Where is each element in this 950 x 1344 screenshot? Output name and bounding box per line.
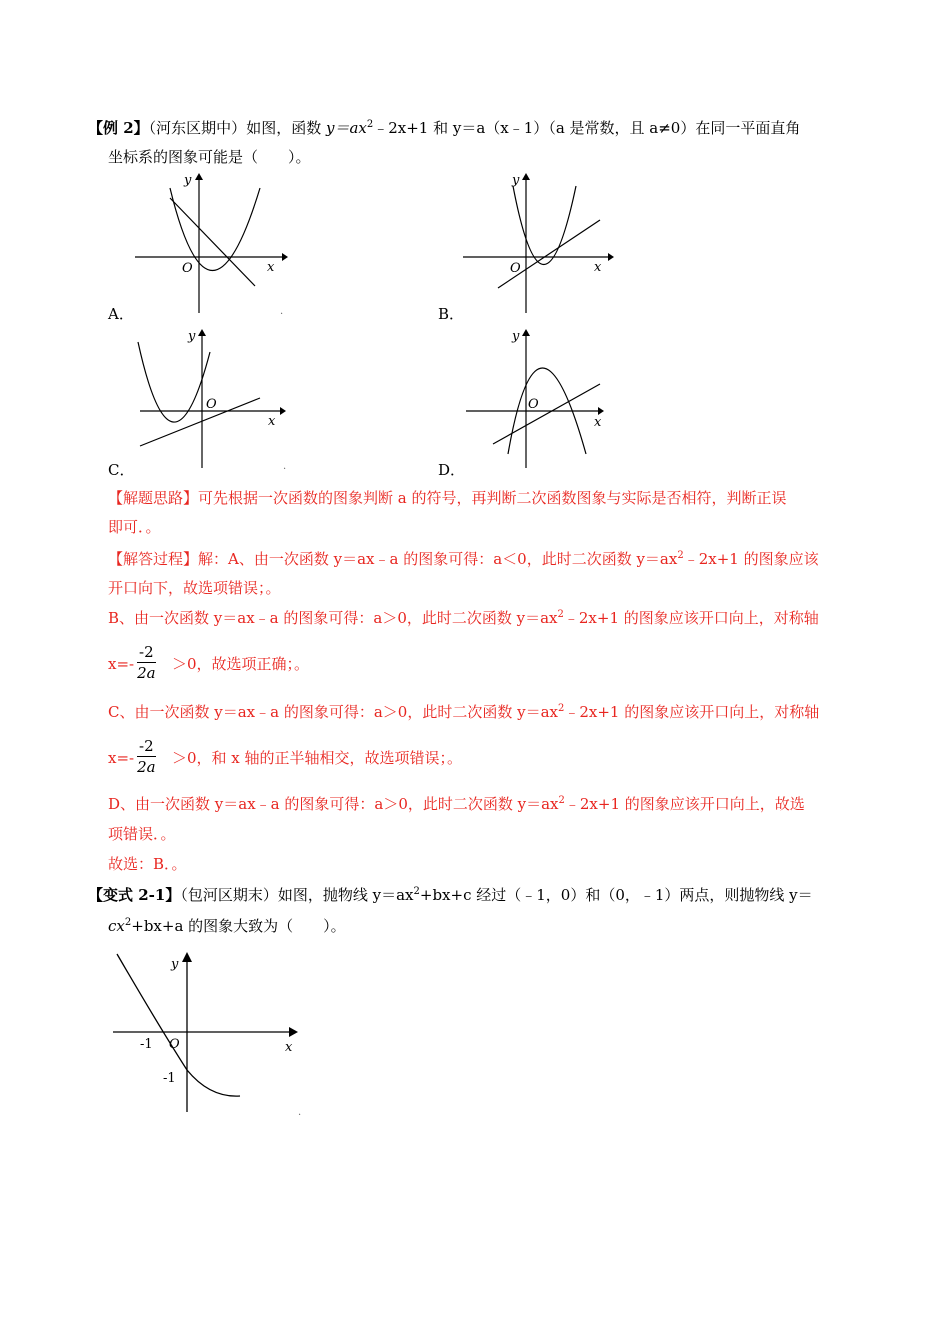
graph-c — [130, 322, 290, 472]
neg1-y-label: -1 — [163, 1071, 176, 1086]
option-d-label: D． — [438, 461, 466, 479]
x-arrow — [289, 1027, 298, 1037]
origin-label: O — [528, 397, 539, 412]
line — [140, 398, 260, 446]
option-a-label: A． — [108, 305, 134, 323]
x-arrow — [280, 407, 286, 415]
fraction-b — [137, 642, 156, 683]
y-label: y — [512, 173, 520, 188]
x-arrow — [608, 253, 614, 261]
neg1-x-label: -1 — [140, 1037, 153, 1052]
x-arrow — [282, 253, 288, 261]
d-line-2: 项错误．。 — [108, 825, 176, 843]
c-text: C、由一次函数 y＝ax﹣a 的图象可得：a＞0，此时二次函数 y＝ax — [108, 703, 558, 721]
y-label: y — [184, 173, 192, 188]
line — [498, 220, 600, 288]
fraction-denominator: 2a — [137, 758, 156, 776]
fraction-denominator: 2a — [137, 664, 156, 682]
option-c-analysis — [108, 702, 819, 722]
solution-idea-line-2: 即可．。 — [108, 518, 161, 536]
origin-label: O — [510, 261, 521, 276]
quadratic-tail: ﹣2x+1 和 — [373, 119, 453, 137]
option-c-label: C． — [108, 461, 135, 479]
exponent: 2 — [558, 795, 565, 806]
exponent: 2 — [413, 886, 420, 897]
process-tag: 【解答过程】 — [108, 550, 199, 568]
exponent: 2 — [366, 119, 374, 130]
exponent: 2 — [557, 703, 565, 714]
idea-tag: 【解题思路】 — [108, 489, 199, 507]
fraction-numerator: -2 — [139, 737, 154, 755]
y-label: y — [188, 329, 196, 344]
variant-tail: +bx+c 经过（﹣1，0）和（0，﹣1）两点，则抛物线 y＝ — [419, 886, 813, 904]
parabola — [513, 186, 576, 265]
variant-line-1 — [88, 885, 813, 905]
origin-label: O — [206, 397, 217, 412]
process-text: 解：A、由一次函数 y＝ax﹣a 的图象可得：a＜0，此时二次函数 y＝ax — [198, 550, 678, 568]
exponent: 2 — [557, 609, 564, 620]
fraction-c — [137, 736, 156, 777]
x-label: x — [594, 415, 602, 430]
b-prefix: x=- — [108, 655, 135, 673]
graph-variant — [105, 948, 305, 1118]
dot: . — [283, 461, 287, 472]
graph-d — [458, 322, 618, 472]
solution-idea-line-1 — [108, 488, 787, 508]
fraction-numerator: -2 — [139, 643, 154, 661]
line — [493, 384, 600, 444]
exponent: 2 — [677, 550, 684, 561]
linear-function: y＝a（x﹣1） — [452, 119, 549, 137]
variant-text: 如图，抛物线 y＝ax — [277, 886, 414, 904]
graph-b — [458, 168, 618, 318]
c-tail: ﹣2x+1 的图象应该开口向上，对称轴 — [564, 703, 820, 721]
y-arrow — [198, 329, 206, 336]
dot: . — [298, 1107, 302, 1118]
example-text: 如图，函数 — [246, 119, 326, 137]
y-label: y — [171, 957, 179, 972]
example-2-line-1 — [88, 118, 800, 138]
option-b-analysis — [108, 608, 819, 628]
example-tag: 【例 2】 — [88, 119, 149, 137]
condition-text: （a 是常数，且 a≠0）在同一平面直角 — [548, 119, 801, 137]
y-label: y — [512, 329, 520, 344]
process-line-1 — [108, 549, 819, 569]
parabola — [170, 188, 260, 271]
process-line-2: 开口向下，故选项错误；。 — [108, 579, 281, 597]
variant-tag: 【变式 2-1】 — [88, 886, 181, 904]
x-label: x — [594, 260, 602, 275]
y-arrow — [522, 329, 530, 336]
b-tail: ﹣2x+1 的图象应该开口向上，对称轴 — [563, 609, 819, 627]
idea-text: 可先根据一次函数的图象判断 a 的符号，再判断二次函数图象与实际是否相符，判断正误 — [198, 489, 787, 507]
option-b-label: B． — [438, 305, 465, 323]
process-tail: ﹣2x+1 的图象应该 — [683, 550, 819, 568]
y-arrow — [195, 173, 203, 180]
variant-tail-2: +bx+a 的图象大致为（ ）。 — [131, 917, 346, 935]
c-prefix: x=- — [108, 749, 135, 767]
option-d-analysis — [108, 794, 805, 814]
y-arrow — [522, 173, 530, 180]
x-label: x — [267, 260, 275, 275]
x-label: x — [285, 1040, 293, 1055]
d-text: D、由一次函数 y＝ax﹣a 的图象可得：a＞0，此时二次函数 y＝ax — [108, 795, 559, 813]
variant-line-2 — [108, 916, 346, 936]
example-2-line-2: 坐标系的图象可能是（ ）。 — [108, 148, 311, 166]
x-arrow — [598, 407, 604, 415]
parabola — [117, 954, 240, 1096]
c-suffix: ＞0，和 x 轴的正半轴相交，故选项错误；。 — [172, 749, 463, 767]
y-arrow — [182, 952, 192, 962]
example-source: （河东区期中） — [148, 119, 247, 137]
exponent: 2 — [124, 917, 132, 928]
origin-label: O — [182, 261, 193, 276]
answer: 故选：B．。 — [108, 855, 187, 873]
parabola — [138, 342, 210, 422]
variant-source: （包河区期末） — [180, 886, 278, 904]
b-suffix: ＞0，故选项正确；。 — [172, 655, 310, 673]
quadratic-function: y＝ax — [325, 119, 367, 137]
variant-func: cx — [108, 917, 125, 935]
d-tail: ﹣2x+1 的图象应该开口向上，故选 — [564, 795, 805, 813]
graph-a — [130, 168, 290, 318]
origin-label: O — [169, 1037, 180, 1052]
dot: . — [280, 306, 284, 317]
b-text: B、由一次函数 y＝ax﹣a 的图象可得：a＞0，此时二次函数 y＝ax — [108, 609, 558, 627]
x-label: x — [268, 414, 276, 429]
